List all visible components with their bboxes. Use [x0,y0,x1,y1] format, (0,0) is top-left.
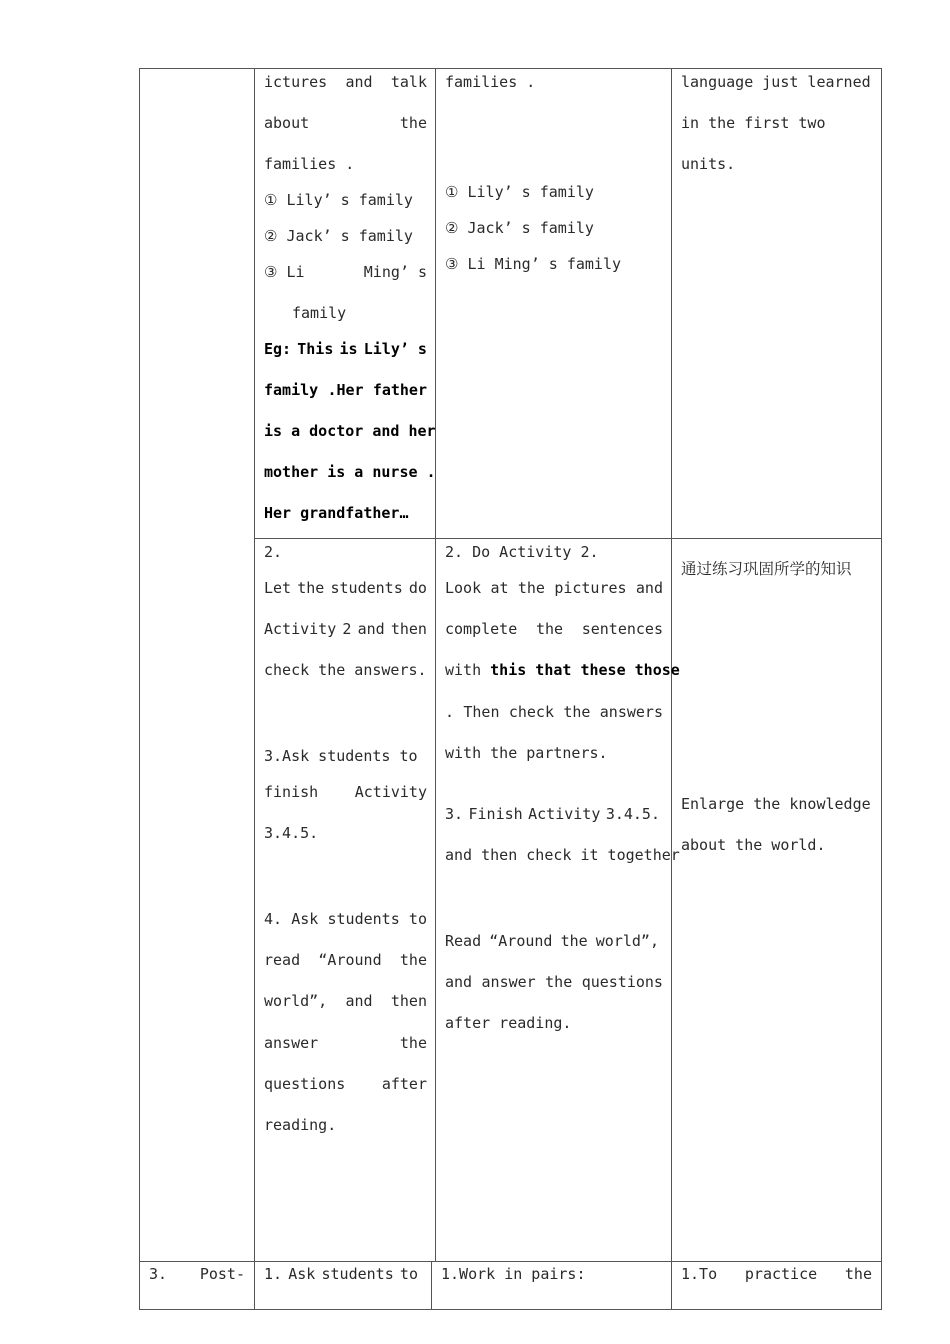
step3-line-3: 3.4.5. [264,824,319,842]
table-border-top [139,68,882,69]
column-divider-3 [671,68,672,1310]
intro-line-1: ictures and talk [264,73,427,91]
step4-line-6: reading. [264,1116,337,1134]
family-item-jack: ② Jack’ s family [264,227,413,245]
example-line-4: mother is a nurse . [264,463,436,481]
step4-line-3: world”, and then [264,992,427,1010]
step2-line-1: Let the students do [264,579,427,597]
row3-student-activity: 1.Work in pairs: [441,1265,586,1283]
family-item-liming: ③ Li Ming’ s family [445,255,622,273]
row-divider-2 [139,1261,882,1262]
step3-line-1: 3.Ask students to [264,747,418,765]
activity2-line-3: with this that these those [445,661,680,679]
family-item-liming: ③ Li Ming’ s [264,263,427,281]
step2-number: 2. [264,543,283,561]
step2-line-2: Activity 2 and then [264,620,427,638]
purpose-line-1: Enlarge the knowledge [681,795,871,813]
intro-line-3: families . [264,155,355,173]
purpose-line-1: language just learned [681,73,871,91]
step4-line-5: questions after [264,1075,427,1093]
example-line-3: is a doctor and her [264,422,436,440]
family-item-jack: ② Jack’ s family [445,219,594,237]
activity3-line-2: and then check it together [445,846,680,864]
table-border-bottom [139,1309,882,1310]
purpose-line-2: in the first two [681,114,826,132]
table-border-left [139,68,140,1310]
demonstratives-bold: this that these those [490,661,680,679]
family-item-lily: ① Lily’ s family [264,191,413,209]
reading-line-2: and answer the questions [445,973,663,991]
purpose-line-3: units. [681,155,736,173]
row3-teacher-activity: 1. Ask students to [264,1265,418,1283]
row3-stage-label: 3. Post- [149,1265,245,1283]
step3-line-2: finish Activity [264,783,427,801]
purpose-chinese: 通过练习巩固所学的知识 [681,560,852,578]
activity2-line-1: Look at the pictures and [445,579,663,597]
step2-line-3: check the answers. [264,661,427,679]
table-border-right [881,68,882,1310]
purpose-line-2: about the world. [681,836,826,854]
example-line-1: Eg: This is Lily’ s [264,340,427,358]
column-divider-2-lower [431,1261,432,1310]
family-item-liming-cont: family [292,304,347,322]
example-line-2: family .Her father [264,381,427,399]
family-item-lily: ① Lily’ s family [445,183,594,201]
activity2-line-4: . Then check the answers [445,703,663,721]
families-line: families . [445,73,536,91]
activity2-line-5: with the partners. [445,744,608,762]
step4-line-2: read “Around the [264,951,427,969]
activity2-line-2: complete the sentences [445,620,663,638]
step4-line-1: 4. Ask students to [264,910,427,928]
row-divider-1 [254,538,882,539]
example-line-5: Her grandfather… [264,504,409,522]
reading-line-3: after reading. [445,1014,572,1032]
step4-line-4: answer the [264,1034,427,1052]
column-divider-2-upper [435,68,436,1262]
column-divider-1 [254,68,255,1310]
activity2-title: 2. Do Activity 2. [445,543,599,561]
reading-line-1: Read “Around the world”, [445,932,659,950]
intro-line-2: about the [264,114,427,132]
row3-purpose: 1.To practice the [681,1265,872,1283]
activity3-line-1: 3. Finish Activity 3.4.5. [445,805,660,823]
